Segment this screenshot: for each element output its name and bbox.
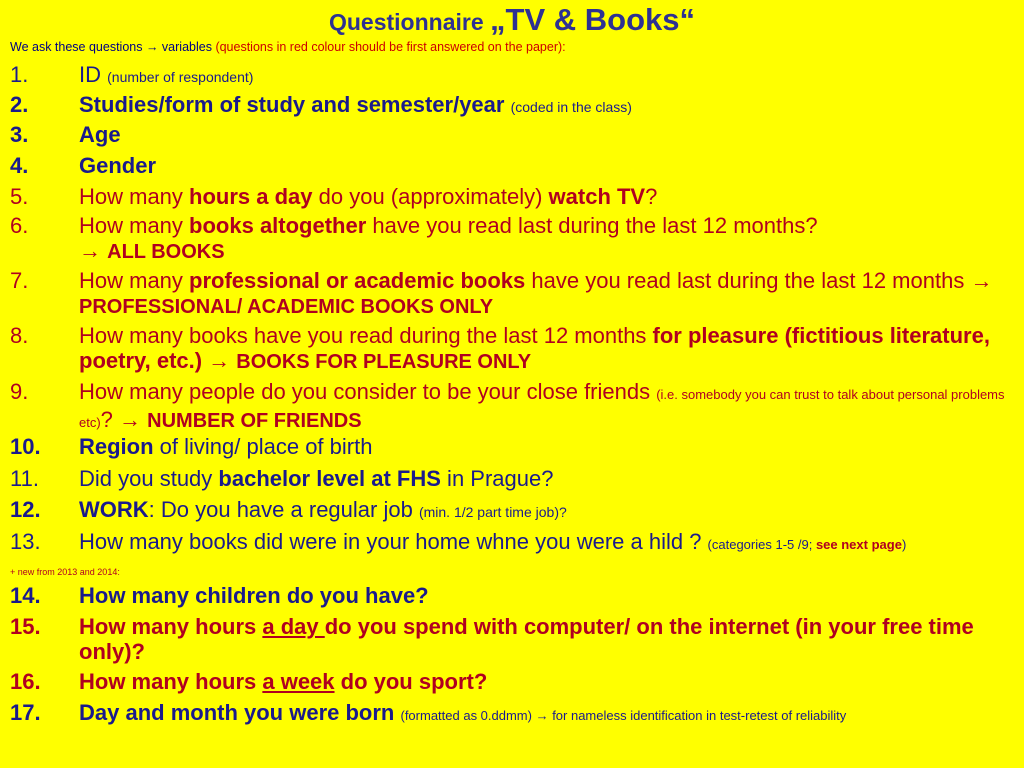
- q9-text-a: How many people do you consider to be your close friends: [79, 379, 657, 404]
- q10-text-b: of living/ place of birth: [153, 434, 373, 459]
- q15-text-c: do you spend with computer/ on the internet (in your free time only)?: [79, 614, 974, 664]
- q11-text-b: bachelor level at FHS: [218, 466, 441, 491]
- intro-main: We ask these questions → variables: [10, 40, 216, 54]
- q7-text-c: have you read last during the last 12 months →: [525, 268, 993, 293]
- q5-text-a: How many: [79, 184, 190, 209]
- intro-red-note: (questions in red colour should be first answered on the paper):: [215, 40, 566, 54]
- question-number: 1.: [10, 62, 29, 87]
- question-13: [10, 529, 1010, 557]
- q1-note: (number of respondent): [107, 69, 254, 85]
- title-part2: „TV & Books“: [490, 2, 695, 37]
- question-number: 10.: [10, 434, 41, 459]
- q13-note-close: ): [901, 537, 907, 552]
- question-8: [10, 323, 1010, 375]
- q17-note: (formatted as 0.ddmm) → for nameless identification in test-retest of reliability: [400, 708, 847, 723]
- q8-text-a: How many books have you read during the last 12 months: [79, 323, 653, 348]
- q5-text-d: watch TV: [548, 184, 646, 209]
- question-number: 12.: [10, 497, 41, 522]
- q3-text: Age: [79, 122, 121, 147]
- q15-text-a: How many hours: [79, 614, 263, 639]
- question-number: 9.: [10, 379, 29, 404]
- slide-title: [0, 2, 1024, 44]
- question-15: [10, 614, 1010, 664]
- q16-text-c: do you sport?: [334, 669, 488, 694]
- question-7: [10, 268, 1010, 320]
- q4-text: Gender: [79, 153, 157, 178]
- q2-note: (coded in the class): [510, 99, 632, 115]
- q12-note: (min. 1/2 part time job)?: [418, 504, 567, 520]
- question-number: 4.: [10, 153, 29, 178]
- q16-text-a: How many hours: [79, 669, 263, 694]
- q11-text-a: Did you study: [79, 466, 219, 491]
- question-number: 11.: [10, 466, 39, 491]
- q6-text-a: How many: [79, 213, 190, 238]
- q12-text-a: WORK: [79, 497, 149, 522]
- question-17: [10, 700, 1010, 728]
- question-number: 6.: [10, 213, 29, 238]
- q9-note: (i.e. somebody you can trust to talk about personal problems etc): [79, 387, 1005, 430]
- q6-text-c: have you read last during the last 12 months?: [366, 213, 818, 238]
- q17-text-a: Day and month you were born: [79, 700, 401, 725]
- q8-text-c: →: [202, 348, 237, 373]
- question-number: 3.: [10, 122, 29, 147]
- question-2: [10, 92, 1010, 120]
- question-number: 13.: [10, 529, 41, 554]
- intro-text: [10, 40, 566, 54]
- question-3: [10, 122, 1010, 147]
- q7-text-a: How many: [79, 268, 190, 293]
- question-14: [10, 583, 1010, 608]
- question-number: 2.: [10, 92, 29, 117]
- q8-variable: BOOKS FOR PLEASURE ONLY: [236, 351, 532, 373]
- question-5: [10, 184, 1010, 209]
- q14-text: How many children do you have?: [79, 583, 429, 608]
- q8-text-b: for pleasure (fictitious literature, poetry, etc.): [79, 323, 990, 373]
- q13-see-next-page: see next page: [815, 537, 902, 552]
- q13-note: (categories 1-5 /9;: [707, 537, 816, 552]
- q5-text-e: ?: [645, 184, 658, 209]
- question-number: 14.: [10, 583, 41, 608]
- question-number: 8.: [10, 323, 29, 348]
- q9-arrow: ? →: [100, 407, 148, 432]
- q15-text-b: a day: [262, 614, 325, 639]
- question-number: 16.: [10, 669, 41, 694]
- q7-variable: PROFESSIONAL/ ACADEMIC BOOKS ONLY: [79, 296, 494, 318]
- q5-text-b: hours a day: [189, 184, 313, 209]
- q6-arrow: →: [79, 238, 108, 263]
- question-6: [10, 213, 1010, 265]
- question-number: 7.: [10, 268, 29, 293]
- q6-text-b: books altogether: [189, 213, 367, 238]
- q7-text-b: professional or academic books: [189, 268, 526, 293]
- q12-text-b: : Do you have a regular job: [148, 497, 419, 522]
- question-9: [10, 379, 1010, 435]
- question-4: [10, 153, 1010, 178]
- question-16: [10, 669, 1010, 694]
- q6-variable: ALL BOOKS: [107, 241, 225, 263]
- q1-text: ID: [79, 62, 108, 87]
- q16-text-b: a week: [262, 669, 335, 694]
- q10-text-a: Region: [79, 434, 154, 459]
- title-part1: Questionnaire: [328, 9, 491, 35]
- question-number: 17.: [10, 700, 41, 725]
- question-1: [10, 62, 1010, 90]
- q13-text-a: How many books did were in your home whne you were a hild ?: [79, 529, 708, 554]
- question-11: [10, 466, 1010, 491]
- q5-text-c: do you (approximately): [312, 184, 549, 209]
- question-10: [10, 434, 1010, 459]
- question-12: [10, 497, 1010, 525]
- q2-text: Studies/form of study and semester/year: [79, 92, 511, 117]
- q9-variable: NUMBER OF FRIENDS: [147, 410, 362, 432]
- new-questions-note: + new from 2013 and 2014:: [10, 567, 120, 577]
- q11-text-c: in Prague?: [440, 466, 554, 491]
- question-number: 15.: [10, 614, 41, 639]
- question-number: 5.: [10, 184, 29, 209]
